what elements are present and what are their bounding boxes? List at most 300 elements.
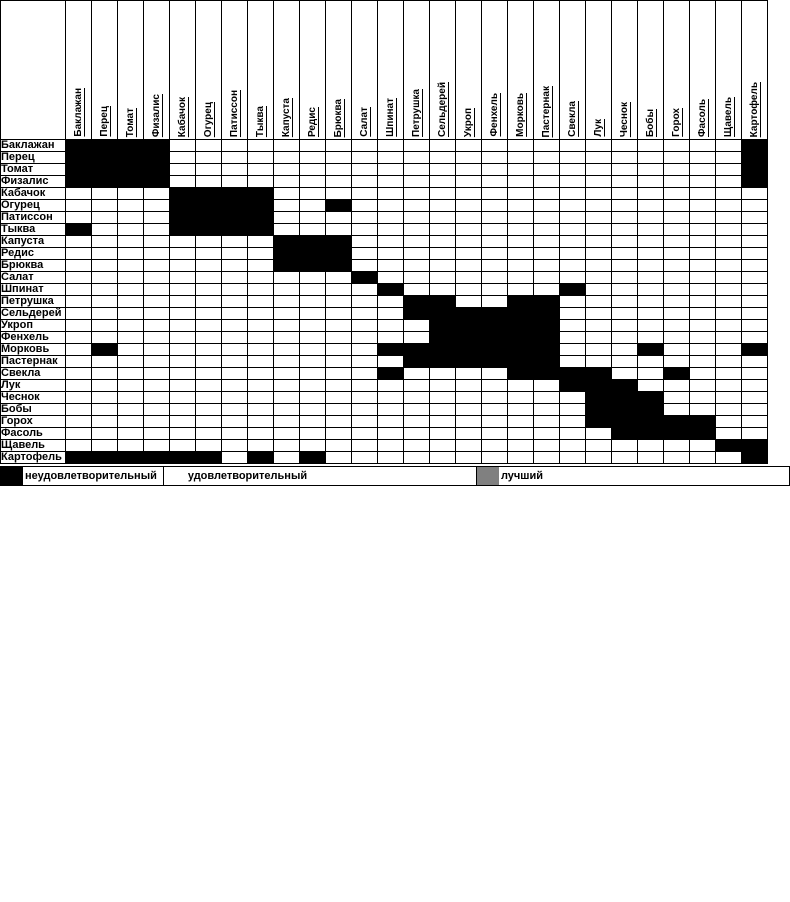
matrix-cell xyxy=(248,200,274,212)
matrix-cell xyxy=(612,260,638,272)
matrix-cell xyxy=(222,188,248,200)
matrix-cell xyxy=(118,272,144,284)
column-header xyxy=(482,1,508,140)
column-header-label: Редис xyxy=(306,106,318,137)
matrix-cell xyxy=(638,176,664,188)
matrix-cell xyxy=(196,272,222,284)
matrix-cell xyxy=(560,296,586,308)
row-header-label: Картофель xyxy=(1,452,66,464)
matrix-cell xyxy=(196,152,222,164)
matrix-cell xyxy=(170,236,196,248)
row-header-label: Лук xyxy=(1,380,66,392)
matrix-cell xyxy=(66,308,92,320)
matrix-cell xyxy=(664,308,690,320)
matrix-cell xyxy=(352,140,378,152)
table-row xyxy=(1,248,768,260)
matrix-cell xyxy=(92,416,118,428)
matrix-cell xyxy=(274,344,300,356)
matrix-cell xyxy=(638,164,664,176)
matrix-cell xyxy=(404,224,430,236)
column-header-label: Кабачок xyxy=(176,96,188,137)
matrix-cell xyxy=(144,332,170,344)
matrix-cell xyxy=(144,140,170,152)
matrix-cell xyxy=(274,200,300,212)
matrix-cell xyxy=(508,368,534,380)
matrix-cell xyxy=(144,320,170,332)
matrix-cell xyxy=(534,392,560,404)
matrix-cell xyxy=(248,224,274,236)
matrix-cell xyxy=(196,440,222,452)
matrix-cell xyxy=(118,344,144,356)
legend-swatch-bad xyxy=(1,467,23,485)
matrix-cell xyxy=(300,200,326,212)
matrix-cell xyxy=(690,320,716,332)
legend-item-bad xyxy=(0,466,163,486)
matrix-cell xyxy=(274,212,300,224)
matrix-cell xyxy=(352,272,378,284)
matrix-cell xyxy=(716,440,742,452)
matrix-cell xyxy=(404,392,430,404)
matrix-cell xyxy=(300,392,326,404)
matrix-cell xyxy=(170,404,196,416)
matrix-cell xyxy=(664,380,690,392)
matrix-cell xyxy=(92,380,118,392)
matrix-cell xyxy=(248,428,274,440)
matrix-cell xyxy=(170,272,196,284)
matrix-cell xyxy=(482,152,508,164)
matrix-cell xyxy=(118,248,144,260)
matrix-cell xyxy=(586,272,612,284)
table-row xyxy=(1,272,768,284)
matrix-cell xyxy=(534,236,560,248)
matrix-cell xyxy=(690,176,716,188)
matrix-cell xyxy=(66,296,92,308)
matrix-cell xyxy=(560,428,586,440)
column-header xyxy=(586,1,612,140)
matrix-cell xyxy=(430,224,456,236)
column-header xyxy=(716,1,742,140)
column-header-label: Морковь xyxy=(514,93,526,137)
matrix-cell xyxy=(274,248,300,260)
matrix-cell xyxy=(352,164,378,176)
matrix-cell xyxy=(508,188,534,200)
column-header-label: Брюква xyxy=(332,98,344,137)
matrix-cell xyxy=(300,308,326,320)
row-header-label: Щавель xyxy=(1,440,66,452)
matrix-cell xyxy=(742,452,768,464)
matrix-cell xyxy=(404,248,430,260)
matrix-cell xyxy=(560,440,586,452)
row-header-label: Сельдерей xyxy=(1,308,66,320)
matrix-cell xyxy=(534,164,560,176)
matrix-cell xyxy=(92,212,118,224)
matrix-cell xyxy=(716,212,742,224)
matrix-cell xyxy=(222,212,248,224)
row-header-label: Редис xyxy=(1,248,66,260)
matrix-cell xyxy=(430,452,456,464)
column-header-label: Бобы xyxy=(644,108,656,137)
matrix-cell xyxy=(222,392,248,404)
matrix-cell xyxy=(534,308,560,320)
matrix-cell xyxy=(170,296,196,308)
matrix-cell xyxy=(404,380,430,392)
matrix-cell xyxy=(326,176,352,188)
matrix-cell xyxy=(586,296,612,308)
matrix-cell xyxy=(482,404,508,416)
matrix-cell xyxy=(326,368,352,380)
matrix-cell xyxy=(144,440,170,452)
column-header xyxy=(118,1,144,140)
matrix-cell xyxy=(456,452,482,464)
matrix-cell xyxy=(456,140,482,152)
matrix-cell xyxy=(664,152,690,164)
column-header-label: Шпинат xyxy=(384,98,396,137)
matrix-cell xyxy=(144,452,170,464)
matrix-cell xyxy=(690,428,716,440)
matrix-cell xyxy=(716,368,742,380)
matrix-cell xyxy=(482,368,508,380)
table-row xyxy=(1,344,768,356)
matrix-cell xyxy=(586,332,612,344)
matrix-cell xyxy=(378,320,404,332)
matrix-cell xyxy=(170,416,196,428)
legend xyxy=(0,466,790,486)
matrix-cell xyxy=(586,368,612,380)
matrix-cell xyxy=(664,392,690,404)
matrix-cell xyxy=(144,236,170,248)
matrix-cell xyxy=(378,440,404,452)
matrix-cell xyxy=(326,308,352,320)
matrix-cell xyxy=(66,236,92,248)
matrix-cell xyxy=(560,140,586,152)
column-header-label: Горох xyxy=(670,108,682,137)
matrix-cell xyxy=(508,392,534,404)
matrix-cell xyxy=(352,320,378,332)
matrix-cell xyxy=(274,368,300,380)
column-header xyxy=(664,1,690,140)
matrix-cell xyxy=(144,200,170,212)
matrix-cell xyxy=(300,176,326,188)
matrix-cell xyxy=(66,164,92,176)
matrix-cell xyxy=(742,404,768,416)
matrix-cell xyxy=(742,344,768,356)
matrix-cell xyxy=(716,224,742,236)
matrix-cell xyxy=(586,428,612,440)
matrix-cell xyxy=(742,140,768,152)
matrix-cell xyxy=(430,356,456,368)
matrix-cell xyxy=(742,296,768,308)
matrix-cell xyxy=(482,452,508,464)
matrix-cell xyxy=(508,272,534,284)
matrix-cell xyxy=(508,236,534,248)
matrix-cell xyxy=(248,344,274,356)
matrix-cell xyxy=(66,200,92,212)
matrix-cell xyxy=(508,284,534,296)
matrix-cell xyxy=(378,272,404,284)
matrix-cell xyxy=(404,308,430,320)
matrix-cell xyxy=(66,272,92,284)
matrix-cell xyxy=(482,212,508,224)
matrix-cell xyxy=(326,152,352,164)
table-row xyxy=(1,356,768,368)
matrix-cell xyxy=(560,272,586,284)
matrix-cell xyxy=(534,404,560,416)
matrix-cell xyxy=(612,152,638,164)
matrix-cell xyxy=(248,380,274,392)
column-header xyxy=(66,1,92,140)
matrix-cell xyxy=(456,320,482,332)
matrix-cell xyxy=(586,344,612,356)
row-header-label: Перец xyxy=(1,152,66,164)
matrix-cell xyxy=(404,428,430,440)
legend-label-bad: неудовлетворительный xyxy=(25,470,157,482)
matrix-cell xyxy=(638,248,664,260)
matrix-cell xyxy=(352,176,378,188)
table-row xyxy=(1,236,768,248)
matrix-cell xyxy=(638,344,664,356)
matrix-cell xyxy=(352,404,378,416)
matrix-cell xyxy=(534,380,560,392)
matrix-cell xyxy=(300,188,326,200)
matrix-cell xyxy=(196,392,222,404)
matrix-cell xyxy=(92,344,118,356)
matrix-cell xyxy=(300,332,326,344)
matrix-cell xyxy=(170,452,196,464)
matrix-cell xyxy=(716,152,742,164)
matrix-cell xyxy=(326,344,352,356)
matrix-cell xyxy=(664,188,690,200)
matrix-cell xyxy=(534,416,560,428)
matrix-cell xyxy=(92,452,118,464)
matrix-cell xyxy=(118,332,144,344)
column-header-label: Салат xyxy=(358,107,370,137)
matrix-cell xyxy=(352,248,378,260)
matrix-cell xyxy=(690,296,716,308)
matrix-cell xyxy=(222,404,248,416)
matrix-cell xyxy=(508,260,534,272)
matrix-cell xyxy=(404,188,430,200)
matrix-cell xyxy=(300,260,326,272)
matrix-cell xyxy=(612,368,638,380)
matrix-cell xyxy=(92,404,118,416)
matrix-cell xyxy=(352,452,378,464)
matrix-cell xyxy=(612,452,638,464)
matrix-cell xyxy=(248,260,274,272)
matrix-cell xyxy=(742,260,768,272)
matrix-cell xyxy=(196,404,222,416)
matrix-cell xyxy=(534,296,560,308)
matrix-cell xyxy=(274,416,300,428)
matrix-cell xyxy=(586,452,612,464)
matrix-cell xyxy=(716,176,742,188)
matrix-cell xyxy=(664,368,690,380)
matrix-cell xyxy=(300,164,326,176)
matrix-cell xyxy=(638,296,664,308)
row-header-label: Томат xyxy=(1,164,66,176)
matrix-cell xyxy=(66,188,92,200)
matrix-cell xyxy=(66,356,92,368)
row-header-label: Фенхель xyxy=(1,332,66,344)
matrix-cell xyxy=(248,284,274,296)
matrix-cell xyxy=(118,320,144,332)
matrix-cell xyxy=(66,320,92,332)
matrix-cell xyxy=(742,152,768,164)
matrix-cell xyxy=(248,152,274,164)
matrix-cell xyxy=(92,236,118,248)
matrix-cell xyxy=(560,308,586,320)
matrix-cell xyxy=(144,296,170,308)
matrix-cell xyxy=(534,440,560,452)
column-header-label: Лук xyxy=(592,119,604,137)
column-header xyxy=(638,1,664,140)
matrix-cell xyxy=(716,260,742,272)
matrix-cell xyxy=(222,152,248,164)
table-row xyxy=(1,332,768,344)
matrix-cell xyxy=(430,332,456,344)
matrix-cell xyxy=(534,428,560,440)
column-header xyxy=(430,1,456,140)
matrix-cell xyxy=(170,380,196,392)
matrix-cell xyxy=(716,296,742,308)
matrix-cell xyxy=(430,164,456,176)
matrix-cell xyxy=(430,308,456,320)
matrix-cell xyxy=(560,368,586,380)
matrix-cell xyxy=(144,224,170,236)
matrix-cell xyxy=(92,188,118,200)
matrix-cell xyxy=(716,404,742,416)
matrix-cell xyxy=(326,200,352,212)
matrix-cell xyxy=(248,272,274,284)
table-row xyxy=(1,176,768,188)
matrix-cell xyxy=(586,164,612,176)
matrix-cell xyxy=(248,248,274,260)
column-header xyxy=(326,1,352,140)
matrix-cell xyxy=(586,392,612,404)
matrix-cell xyxy=(92,440,118,452)
matrix-cell xyxy=(248,212,274,224)
matrix-cell xyxy=(352,332,378,344)
matrix-cell xyxy=(430,236,456,248)
matrix-cell xyxy=(664,236,690,248)
table-row xyxy=(1,188,768,200)
matrix-cell xyxy=(118,452,144,464)
matrix-cell xyxy=(118,368,144,380)
matrix-cell xyxy=(300,404,326,416)
matrix-cell xyxy=(300,452,326,464)
matrix-cell xyxy=(690,212,716,224)
matrix-cell xyxy=(404,236,430,248)
column-header-label: Картофель xyxy=(748,81,760,137)
matrix-cell xyxy=(482,224,508,236)
matrix-cell xyxy=(144,284,170,296)
matrix-cell xyxy=(534,260,560,272)
matrix-cell xyxy=(560,176,586,188)
column-header-label: Патиссон xyxy=(228,89,240,137)
matrix-cell xyxy=(248,356,274,368)
matrix-cell xyxy=(144,248,170,260)
matrix-cell xyxy=(326,320,352,332)
table-row xyxy=(1,164,768,176)
matrix-cell xyxy=(664,440,690,452)
matrix-cell xyxy=(170,308,196,320)
matrix-cell xyxy=(274,164,300,176)
matrix-cell xyxy=(456,332,482,344)
matrix-cell xyxy=(378,164,404,176)
matrix-cell xyxy=(560,452,586,464)
matrix-cell xyxy=(274,308,300,320)
matrix-cell xyxy=(248,392,274,404)
matrix-cell xyxy=(144,212,170,224)
matrix-cell xyxy=(66,344,92,356)
matrix-cell xyxy=(508,356,534,368)
matrix-cell xyxy=(248,416,274,428)
matrix-cell xyxy=(508,320,534,332)
matrix-cell xyxy=(352,440,378,452)
column-header-label: Томат xyxy=(124,107,136,137)
matrix-cell xyxy=(534,356,560,368)
matrix-cell xyxy=(586,284,612,296)
column-header xyxy=(378,1,404,140)
matrix-cell xyxy=(534,224,560,236)
matrix-cell xyxy=(170,260,196,272)
matrix-cell xyxy=(300,356,326,368)
matrix-cell xyxy=(534,284,560,296)
matrix-cell xyxy=(508,140,534,152)
matrix-cell xyxy=(560,392,586,404)
matrix-cell xyxy=(638,200,664,212)
matrix-cell xyxy=(352,308,378,320)
matrix-cell xyxy=(404,152,430,164)
matrix-cell xyxy=(482,416,508,428)
matrix-cell xyxy=(534,140,560,152)
matrix-cell xyxy=(560,164,586,176)
matrix-cell xyxy=(612,308,638,320)
matrix-cell xyxy=(66,404,92,416)
matrix-cell xyxy=(638,152,664,164)
matrix-cell xyxy=(690,452,716,464)
matrix-cell xyxy=(118,212,144,224)
matrix-cell xyxy=(118,200,144,212)
matrix-cell xyxy=(92,284,118,296)
matrix-cell xyxy=(300,272,326,284)
matrix-cell xyxy=(664,428,690,440)
legend-swatch-best xyxy=(477,467,499,485)
matrix-cell xyxy=(170,188,196,200)
matrix-cell xyxy=(378,284,404,296)
matrix-cell xyxy=(170,140,196,152)
matrix-cell xyxy=(456,212,482,224)
matrix-cell xyxy=(274,404,300,416)
matrix-cell xyxy=(352,188,378,200)
matrix-cell xyxy=(248,164,274,176)
matrix-cell xyxy=(664,320,690,332)
matrix-cell xyxy=(222,200,248,212)
matrix-cell xyxy=(92,260,118,272)
matrix-cell xyxy=(144,260,170,272)
matrix-cell xyxy=(92,224,118,236)
matrix-cell xyxy=(404,344,430,356)
matrix-cell xyxy=(482,164,508,176)
matrix-cell xyxy=(274,272,300,284)
matrix-cell xyxy=(482,308,508,320)
matrix-cell xyxy=(742,440,768,452)
matrix-cell xyxy=(612,392,638,404)
matrix-cell xyxy=(612,164,638,176)
row-header-label: Баклажан xyxy=(1,140,66,152)
matrix-cell xyxy=(378,176,404,188)
matrix-cell xyxy=(170,344,196,356)
matrix-cell xyxy=(534,368,560,380)
